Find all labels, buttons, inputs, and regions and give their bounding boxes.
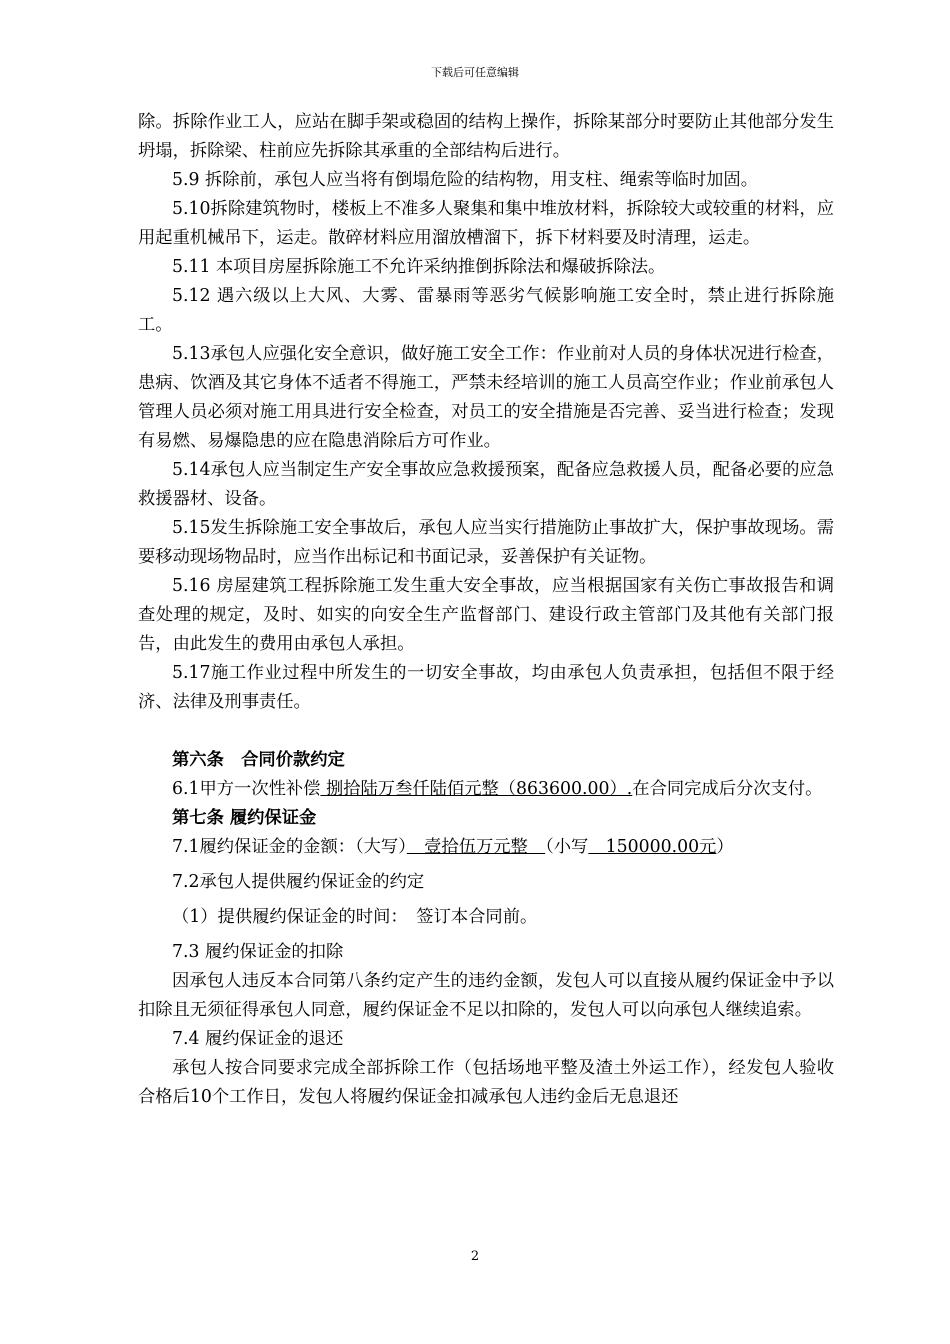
clause-7-3: 7.3 履约保证金的扣除	[172, 942, 344, 962]
clause-7-2-1: （1）提供履约保证金的时间： 签订本合同前。	[172, 907, 538, 927]
clause-7-1-end: ）	[716, 837, 734, 857]
clause-7-2: 7.2承包人提供履约保证金的约定	[172, 872, 425, 892]
clause-5-12: 5.12 遇六级以上大风、大雾、雷暴雨等恶劣气候影响施工安全时，禁止进行拆除施工。	[138, 286, 834, 335]
clause-5-11: 5.11 本项目房屋拆除施工不允许采纳推倒拆除法和爆破拆除法。	[172, 257, 666, 277]
clause-7-4: 7.4 履约保证金的退还	[172, 1029, 344, 1049]
clause-7-3-body: 因承包人违反本合同第八条约定产生的违约金额，发包人可以直接从履约保证金中予以扣除且无须征得承包人同意，履约保证金不足以扣除的，发包人可以向承包人继续追索。	[138, 971, 834, 1020]
deposit-amount-upper: 壹拾伍万元整	[406, 837, 546, 857]
clause-5-14: 5.14承包人应当制定生产安全事故应急救援预案，配备应急救援人员，配备必要的应急救援器材、设备。	[138, 460, 834, 509]
clause-5-13: 5.13承包人应强化安全意识，做好施工安全工作：作业前对人员的身体状况进行检查，患病、饮酒及其它身体不适者不得施工，严禁未经培训的施工人员高空作业；作业前承包人管理人员必须对施工用具进行安全检查，对员工的安全措施是否完善、妥当进行检查；发现有易燃、易爆隐患的应在隐患消除后方可作业。	[138, 344, 834, 451]
paragraph-continued: 除。拆除作业工人，应站在脚手架或稳固的结构上操作，拆除某部分时要防止其他部分发生坍塌，拆除梁、柱前应先拆除其承重的全部结构后进行。	[138, 112, 834, 161]
clause-6-1	[138, 775, 834, 804]
clause-7-1	[138, 833, 834, 862]
page-number: 2	[470, 1249, 480, 1264]
clause-6-1-suffix: 在合同完成后分次支付。	[632, 779, 823, 799]
page-header: 下载后可任意编辑	[431, 66, 519, 79]
deposit-amount-lower: 150000.00元	[588, 837, 717, 857]
section-7-title: 第七条 履约保证金	[172, 808, 317, 828]
clause-7-1-mid: （小写	[545, 837, 589, 857]
clause-5-16: 5.16 房屋建筑工程拆除施工发生重大安全事故，应当根据国家有关伤亡事故报告和调查处理的规定，及时、如实的向安全生产监督部门、建设行政主管部门及其他有关部门报告，由此发生的费用由承包人承担。	[138, 576, 834, 654]
clause-5-17: 5.17施工作业过程中所发生的一切安全事故，均由承包人负责承担，包括但不限于经济、法律及刑事责任。	[138, 663, 834, 712]
clause-7-1-prefix: 7.1履约保证金的金额：（大写）	[172, 837, 407, 857]
clause-6-1-prefix: 6.1甲方一次性补偿	[172, 779, 321, 799]
clause-5-9: 5.9 拆除前，承包人应当将有倒塌危险的结构物，用支柱、绳索等临时加固。	[172, 170, 758, 190]
section-6-title: 第六条 合同价款约定	[172, 750, 345, 770]
clause-5-10: 5.10拆除建筑物时，楼板上不准多人聚集和集中堆放材料，拆除较大或较重的材料，应用起重机械吊下，运走。散碎材料应用溜放槽溜下，拆下材料要及时清理，运走。	[138, 199, 834, 248]
clause-7-4-body: 承包人按合同要求完成全部拆除工作（包括场地平整及渣土外运工作），经发包人验收合格后10个工作日，发包人将履约保证金扣减承包人违约金后无息退还	[138, 1058, 834, 1107]
document-body	[138, 108, 834, 1112]
clause-5-15: 5.15发生拆除施工安全事故后，承包人应当实行措施防止事故扩大，保护事故现场。需要移动现场物品时，应当作出标记和书面记录，妥善保护有关证物。	[138, 518, 834, 567]
contract-price-amount: 捌拾陆万叁仟陆佰元整（863600.00）.	[320, 779, 633, 799]
